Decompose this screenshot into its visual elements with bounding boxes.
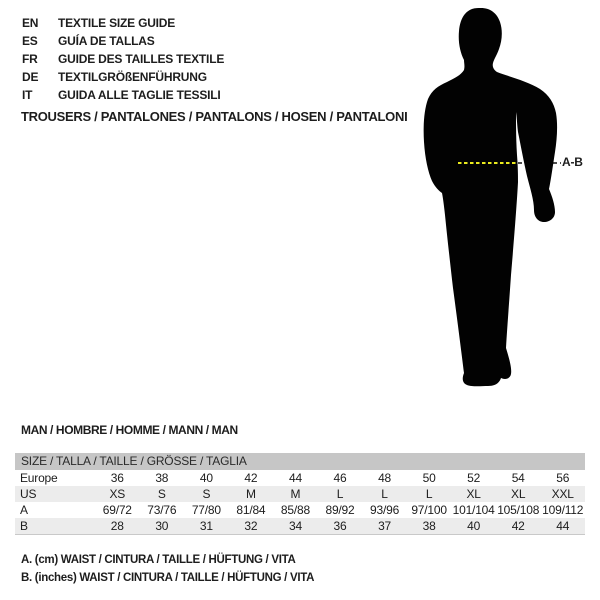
man-silhouette-shape xyxy=(424,8,557,386)
table-cell: 40 xyxy=(199,471,213,485)
language-code: FR xyxy=(22,52,38,66)
table-cell: 36 xyxy=(333,519,347,533)
table-cell: M xyxy=(246,487,256,501)
language-label: GUÍA DE TALLAS xyxy=(58,34,155,48)
language-row xyxy=(22,86,224,104)
language-list xyxy=(22,14,224,104)
table-cell: XS xyxy=(109,487,126,501)
table-row-label: US xyxy=(20,487,37,501)
table-row xyxy=(15,502,585,518)
table-row-label: B xyxy=(20,519,28,533)
table-cell: XXL xyxy=(551,487,574,501)
table-cell: 50 xyxy=(422,471,436,485)
table-cell: S xyxy=(202,487,211,501)
language-code: IT xyxy=(22,88,33,102)
table-row-label: Europe xyxy=(20,471,58,485)
language-row xyxy=(22,14,224,32)
table-row xyxy=(15,470,585,486)
table-cell: 93/96 xyxy=(370,503,400,517)
table-cell: 36 xyxy=(110,471,124,485)
table-cell: 105/108 xyxy=(497,503,540,517)
table-cell: M xyxy=(290,487,301,501)
table-cell: 42 xyxy=(244,471,258,485)
table-cell: 44 xyxy=(556,519,570,533)
table-cell: 85/88 xyxy=(280,503,310,517)
table-cell: 54 xyxy=(511,471,525,485)
language-code: DE xyxy=(22,70,39,84)
table-cell: 69/72 xyxy=(102,503,132,517)
table-cell: 38 xyxy=(155,471,169,485)
table-cell: 38 xyxy=(422,519,436,533)
footnotes xyxy=(21,551,314,587)
table-cell: 28 xyxy=(110,519,124,533)
table-cell: 73/76 xyxy=(147,503,177,517)
table-cell: 42 xyxy=(511,519,525,533)
size-table-rows xyxy=(15,470,585,535)
language-code: EN xyxy=(22,16,39,30)
table-cell: XL xyxy=(511,487,526,501)
category-title: TROUSERS / PANTALONES / PANTALONS / HOSEN / PANTALONI xyxy=(21,109,408,124)
figure-area xyxy=(400,0,600,420)
table-cell: S xyxy=(157,487,166,501)
table-cell: 37 xyxy=(378,519,392,533)
man-silhouette xyxy=(400,0,600,420)
size-table-header: SIZE / TALLA / TAILLE / GRÖSSE / TAGLIA xyxy=(15,453,585,470)
table-cell: 46 xyxy=(333,471,347,485)
language-label: TEXTILGRÖßENFÜHRUNG xyxy=(58,70,207,84)
table-cell: 40 xyxy=(467,519,481,533)
gender-title: MAN / HOMBRE / HOMME / MANN / MAN xyxy=(21,423,238,437)
language-row xyxy=(22,50,224,68)
measure-label-ab: A-B xyxy=(562,155,583,169)
language-row xyxy=(22,32,224,50)
table-cell: L xyxy=(336,487,344,501)
table-cell: 44 xyxy=(288,471,302,485)
table-cell: 32 xyxy=(244,519,258,533)
language-label: GUIDA ALLE TAGLIE TESSILI xyxy=(58,88,221,102)
table-cell: 81/84 xyxy=(236,503,266,517)
table-row-label: A xyxy=(20,503,28,517)
table-cell: 48 xyxy=(378,471,392,485)
table-row xyxy=(15,518,585,534)
table-row xyxy=(15,486,585,502)
language-code: ES xyxy=(22,34,38,48)
language-label: TEXTILE SIZE GUIDE xyxy=(58,16,176,30)
table-cell: 52 xyxy=(467,471,481,485)
table-cell: 101/104 xyxy=(452,503,495,517)
footnote-line: A. (cm) WAIST / CINTURA / TAILLE / HÜFTUNG / VITA xyxy=(21,554,296,566)
table-cell: 97/100 xyxy=(411,503,447,517)
language-label: GUIDE DES TAILLES TEXTILE xyxy=(58,52,225,66)
table-cell: 77/80 xyxy=(191,503,221,517)
table-cell: L xyxy=(381,487,388,501)
table-cell: 89/92 xyxy=(325,503,355,517)
table-cell: 31 xyxy=(199,519,213,533)
language-row xyxy=(22,68,224,86)
table-cell: 30 xyxy=(155,519,169,533)
table-cell: 109/112 xyxy=(542,503,584,517)
size-table xyxy=(15,453,585,535)
table-cell: XL xyxy=(466,487,481,501)
table-cell: 56 xyxy=(556,471,570,485)
table-cell: L xyxy=(425,487,433,501)
footnote-line: B. (inches) WAIST / CINTURA / TAILLE / HÜFTUNG / VITA xyxy=(21,572,315,584)
table-cell: 34 xyxy=(288,519,302,533)
